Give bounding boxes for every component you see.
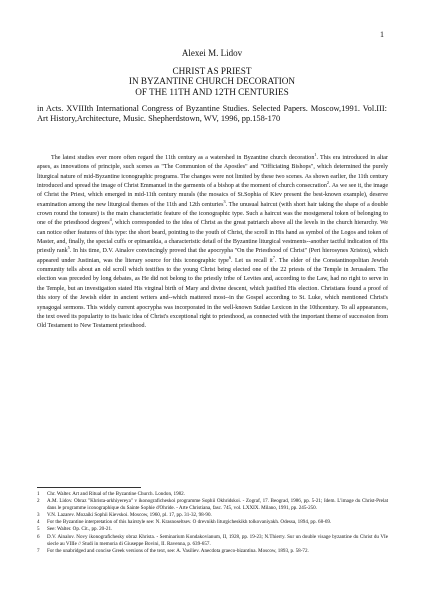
footnote-ref: 7 — [272, 254, 275, 260]
title-line-1: CHRIST AS PRIEST — [172, 66, 252, 76]
footnote-number: 4 — [37, 519, 40, 526]
footnote-number: 3 — [37, 512, 40, 519]
footnote-text: For the Byzantine interpretation of this hairstyle see: N. Krasnoseltsev. O drevnikh liturgicheskikh tolkovaniyakh. Odessa, 1894, pp. 68-69. — [47, 519, 332, 526]
footnote-text: For the unabridged and concise Greek versions of the text, see: A. Vasiliev. Anecdota graeco-bizantina. Moscow, 1893, p. 58-72. — [47, 547, 309, 554]
body-text: . In his time, D.V. Ainalov convincingly proved that the apocrypha "On the Priesthood of Christ" (Peri hierosynes Xristou), which appeared under Justinian, was the literary source for this iconographic type — [37, 248, 388, 264]
footnote-ref: 4 — [109, 217, 112, 223]
body-text: . Let us recall it — [230, 257, 273, 264]
footnote — [37, 534, 388, 548]
title-line-2: IN BYZANTINE CHURCH DECORATION — [128, 76, 296, 87]
footnote-number: 5 — [37, 526, 40, 533]
article-title — [60, 66, 364, 97]
footnote-number: 1 — [37, 491, 40, 497]
footnote — [37, 498, 388, 512]
body-text: The latest studies ever more often regard the 11th century as a watershed in Byzantine church decoration — [51, 155, 315, 161]
body-paragraph — [37, 151, 389, 332]
author-name: Alexei M. Lidov — [181, 48, 243, 58]
body-text: . The elder of the Constantinopolitan Jewish community tells about an old scroll which testifies to the young Christ being elected one of the 22 priests of the Temple in Jerusalem. The election was preceded by long debates, as He did not belong to the priestly tribe of Levites and, according to the Law, had no right to serve in the Temple, but an investigation stated His virginal birth of Mary and divine descent, which justified His election. Christians found a proof of this story of the Jewish elder in ancient writers and--which mattered most--in the Gospel according to St. Luke, which mentioned Christ's synagogal sermons. This widely current apocrypha was incorporated in the well-known Suidae Lexicon in the 10thcentury. To all appearances, the text owed its popularity to its basic idea of Christ's exceptional right to priesthood, as connected with the important theme of succession from Old Testament to New Testament priesthood. — [37, 257, 389, 330]
body-text: . As we see it, the image of Christ the Priest, which emerged in mid-11th century murals (the mosaics of St.Sophia of Kiev present the best-known example), deserve examination among the new liturgical themes of the 11th and 12th centuries — [37, 183, 388, 208]
footnote-text: D.V. Ainalov. Novy ikonografichesky obraz Khrista. - Seminarium Kondakovianum, II, 1928, pp. 19-23; N.Thierry. Sur un double visage byzantine du Christ du VIe siecle au VIIIe // Studi in memoria di Giuseppe Bovini, II. Ravenna, p. 639-657. — [47, 533, 388, 547]
footnote-ref: 3 — [223, 198, 226, 204]
publication-citation: in Acts. XVIIIth International Congress of Byzantine Studies. Selected Papers. Moscow,1991. Vol.III: Art History,Architecture, Music. Shepherdstown, WV, 1996, pp.158-170 — [37, 104, 387, 123]
footnote-text: Chr. Walter. Art and Ritual of the Byzantine Church. London, 1982. — [47, 491, 185, 497]
footnote — [37, 548, 388, 555]
article-body — [37, 151, 389, 332]
footnote-number: 7 — [37, 547, 40, 554]
body-text: , which corresponded to the idea of Christ as the great patriarch above all the levels in the church hierarchy. We can notice other features of this type: the short beard, pointing to the youth of Christ, the scroll in His hand as symbol of the Logos and token of Master, and, finally, the special cuffs or epimanikia, a characteristic detail of the Byzantine liturgical vestments--another tactful indication of His priestly rank — [37, 220, 388, 255]
body-text: . This era introduced in altar apses, as innovations of principle, such scenes as "The Communion of the Apostles" and "Officiating Bishops", which determined the purely liturgical nature of mid-Byzantine iconographic programs. The changes were not limited by these two scenes. As shown earlier, the 11th century introduced and spread the image of Christ Emmanuel in the garments of a bishop at the moment of church consecration — [37, 155, 388, 190]
footnote-text: V.N. Lazarev. Mozaiki Sophii Kievskoi. Moscow, 1960, pl. 17, pp. 31-32, 98-90. — [47, 512, 212, 519]
footnote — [37, 519, 388, 526]
footnote-number: 6 — [37, 533, 40, 540]
footnote-ref: 6 — [228, 254, 231, 260]
page-number: 1 — [380, 30, 384, 39]
footnote-text: A.M. Lidov. Obraz "Khrista-arkhiyereya" v ikonograficheskoi programme Sophii Okhridskoi. - Zograf, 17. Beograd, 1986, pp. 5-21; Idem. L'image du Christ-Prelat dans le programme iconographique du Sainte Sophie d'Ohride. - Arte Christiana, fasc. 745, vol. LXXIX. Milano, 1991, pp. 245-250. — [47, 498, 388, 512]
footnote-ref: 2 — [326, 180, 329, 186]
body-text: . The unusual haircut (with short hair taking the shape of a double crown round the tonsure) is the main characteristic feature of the iconographic type. Such a haircut was the mostgeneral token of belonging to one of the priesthood degrees — [37, 201, 388, 227]
title-line-3: OF THE 11TH AND 12TH CENTURIES — [135, 86, 289, 97]
footnote-divider — [37, 487, 141, 488]
footnote — [37, 526, 388, 533]
footnotes — [37, 491, 388, 555]
footnote-text: See: Walter. Op. Cit., pp. 20-21. — [47, 526, 113, 533]
footnote-ref: 5 — [67, 245, 70, 251]
footnote-ref: 1 — [314, 151, 317, 157]
footnote-number: 2 — [37, 498, 40, 505]
